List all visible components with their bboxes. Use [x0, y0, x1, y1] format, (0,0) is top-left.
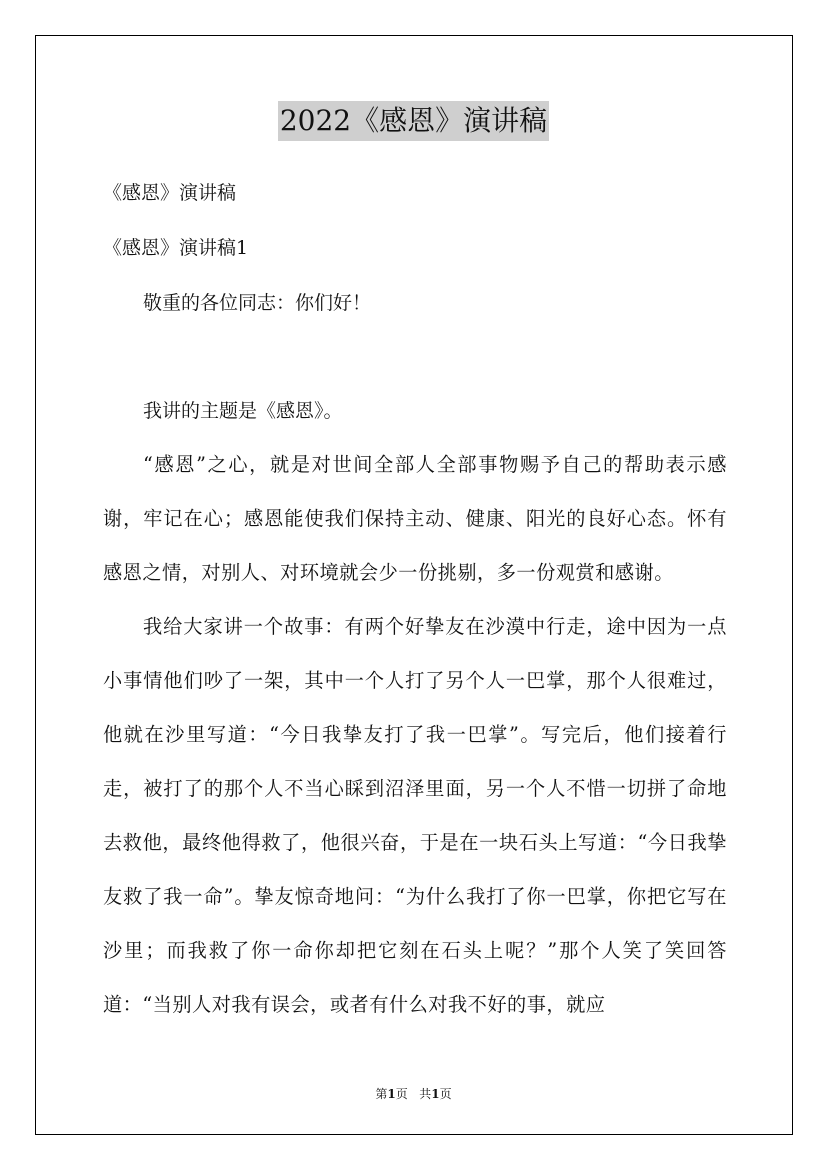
- footer-page-prefix: 第: [375, 1087, 388, 1101]
- footer-total-suffix: 页: [439, 1087, 452, 1101]
- footer-total-num: 1: [431, 1087, 440, 1101]
- page-footer: [0, 1085, 827, 1102]
- topic-line: 我讲的主题是《感恩》。: [143, 400, 343, 422]
- footer-total-prefix: 共: [419, 1087, 432, 1101]
- footer-page-suffix: 页: [395, 1087, 408, 1101]
- section-heading: 《感恩》演讲稿1: [103, 237, 249, 259]
- document-title: [0, 101, 827, 141]
- title-text: 2022《感恩》演讲稿: [278, 101, 549, 141]
- greeting: 敬重的各位同志：你们好！: [143, 292, 372, 314]
- paragraph-gratitude: “感恩”之心，就是对世间全部人全部事物赐予自己的帮助表示感谢，牢记在心；感恩能使我们保持主动、健康、阳光的良好心态。怀有感恩之情，对别人、对环境就会少一份挑剔，多一份观赏和感谢。: [103, 453, 727, 584]
- footer-page-num: 1: [387, 1087, 396, 1101]
- paragraph-story: 我给大家讲一个故事：有两个好挚友在沙漠中行走，途中因为一点小事情他们吵了一架，其中一个人打了另个人一巴掌，那个人很难过，他就在沙里写道：“今日我挚友打了我一巴掌”。写完后，他们接着行走，被打了的那个人不当心睬到沼泽里面，另一个人不惜一切拼了命地去救他，最终他得救了，他很兴奋，于是在一块石头上写道：“今日我挚友救了我一命”。挚友惊奇地问：“为什么我打了你一巴掌，你把它写在沙里；而我救了你一命你却把它刻在石头上呢？”那个人笑了笑回答道：“当别人对我有误会，或者有什么对我不好的事，就应: [103, 615, 727, 1016]
- subtitle: 《感恩》演讲稿: [103, 182, 237, 204]
